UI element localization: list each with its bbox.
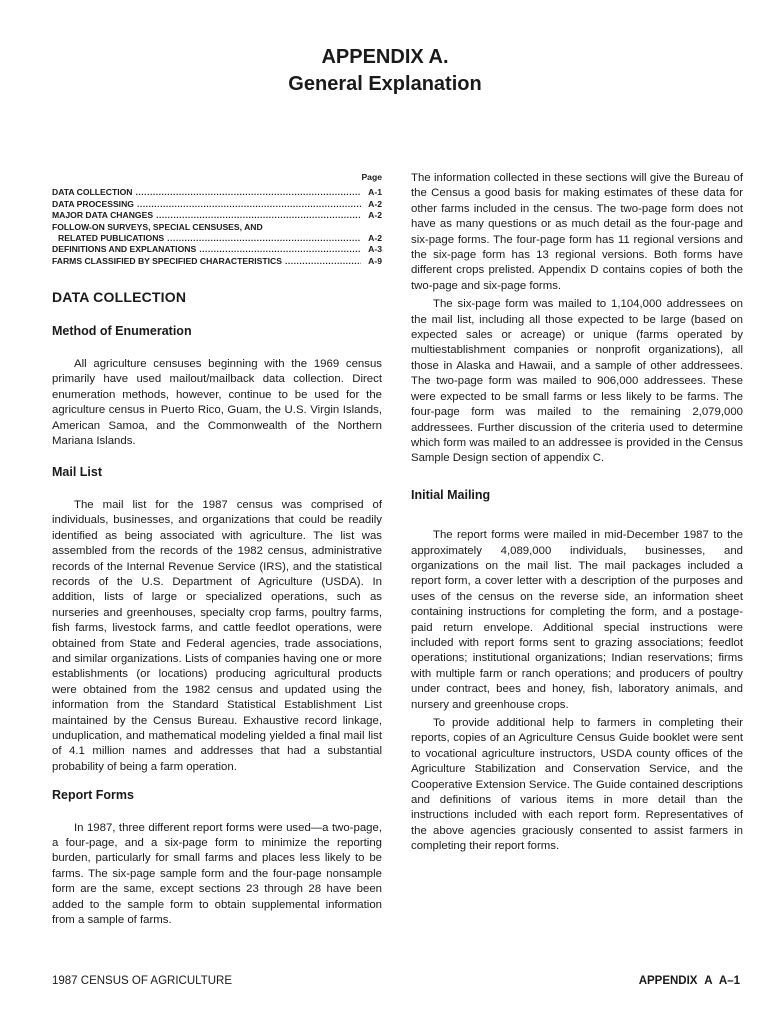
subsection-heading-mail-list: Mail List xyxy=(52,464,103,479)
section-heading-data-collection: DATA COLLECTION xyxy=(52,289,187,306)
toc-entry xyxy=(52,256,382,267)
toc-entry-page: A-2 xyxy=(368,210,382,221)
right-column xyxy=(411,171,743,855)
forms-detail-paragraph: The information collected in these sections will give the Bureau of the Census a good basis for making estimates of these data for other farms included in the census. The two-page form does not have as many questions or as much detail as the four-page and six-page forms. The four-page form has 11 regional versions and the six-page form has 13 regional versions. Both forms have different crops prelisted. Appendix D contains copies of both the two-page and six-page forms. xyxy=(411,172,743,292)
footer-page-number: APPENDIX A A–1 xyxy=(638,975,740,987)
toc-entry-label: DATA PROCESSING xyxy=(52,198,134,209)
toc-entry-page: A-2 xyxy=(368,233,382,244)
toc-leader-dots xyxy=(167,233,361,244)
appendix-title: APPENDIX A. xyxy=(321,46,449,68)
toc-leader-dots xyxy=(156,210,361,221)
subsection-heading-method: Method of Enumeration xyxy=(52,323,192,338)
toc-leader-dots xyxy=(285,256,361,267)
toc-entry xyxy=(52,233,382,244)
subsection-heading-report-forms: Report Forms xyxy=(52,788,134,803)
toc-entry xyxy=(52,199,382,210)
table-of-contents xyxy=(52,172,382,267)
report-forms-paragraph: In 1987, three different report forms were used—a two-page, a four-page, and a six-page form to minimize the reporting burden, particularly for small farms and places less likely to be farms. The six-page sample form and the four-page nonsample form are the same, except sections 23 through 28 have been added to the sample form to obtain supplemental information from a sample of farms. xyxy=(52,821,382,927)
toc-entry xyxy=(52,244,382,255)
toc-entry-page: A-1 xyxy=(368,187,382,198)
toc-entry-page: A-9 xyxy=(368,255,382,266)
toc-entry-page: A-3 xyxy=(368,244,382,255)
toc-entry-label: RELATED PUBLICATIONS xyxy=(58,233,165,244)
subsection-heading-initial-mailing: Initial Mailing xyxy=(411,487,491,502)
mail-list-paragraph: The mail list for the 1987 census was comprised of individuals, businesses, and organizations that could be readily identified as being associated with agriculture. The list was assembled from the records of the 1982 census, administrative records of the Internal Revenue Service (IRS), and the statistical records of the U.S. Department of Agriculture (USDA). In addition, lists of large or specialized operations, such as nurseries and greenhouses, specialty crop farms, poultry farms, fish farms, livestock farms, and cattle feedlot operations, were obtained from State and Federal agencies, trade associations, and similar organizations. Lists of companies having one or more establishments (or locations) producing agricultural products were obtained from the 1982 census and updated using the information from the Standard Statistical Establishment List maintained by the Census Bureau. Exhaustive record linkage, unduplication, and mathematical modeling yielded a final mail list of 4.1 million names and addresses that had a substantial probability of being a farm operation. xyxy=(52,498,382,773)
six-page-form-paragraph: The six-page form was mailed to 1,104,000 addressees on the mail list, including all those expected to be large (based on expected sales or acreage) or unique (farms operated by multiestablishment companies or nonprofit organizations), all those in Alaska and Hawaii, and a sample of other addressees. The two-page form was mailed to 906,000 addressees. These were expected to be small farms or less likely to be farms. The four-page form was mailed to the remaining 2,079,000 addressees. Further discussion of the criteria used to determine which form was mailed to an addressee is provided in the Census Sample Design section of appendix C. xyxy=(411,298,743,465)
method-paragraph: All agriculture censuses beginning with the 1969 census primarily have used mailout/mailback data collection. Direct enumeration methods, however, continue to be used for the agriculture census in Puerto Rico, Guam, the U.S. Virgin Islands, American Samoa, and the Commonwealth of the Northern Mariana Islands. xyxy=(52,358,382,448)
toc-leader-dots xyxy=(199,244,361,255)
initial-mailing-paragraph: The report forms were mailed in mid-December 1987 to the approximately 4,089,000 individuals, businesses, and organizations on the mail list. The mail packages included a report form, a cover letter with a description of the purposes and uses of the census on the reverse side, an information sheet containing instructions for completing the form, and a postage-paid return envelope. Additional special instructions were included with report forms sent to grazing associations; feedlot operations; institutional organizations; Indian reservations; firms with multiple farm or ranch operations; and producers of poultry under contract, bees and honey, fish, laboratory animals, and nursery and greenhouse crops. xyxy=(411,529,743,711)
toc-leader-dots xyxy=(136,187,361,198)
toc-leader-dots xyxy=(137,199,361,210)
toc-entry-label: DATA COLLECTION xyxy=(52,187,133,198)
toc-entry xyxy=(52,187,382,198)
appendix-subtitle: General Explanation xyxy=(288,73,482,95)
toc-entry-page: A-2 xyxy=(368,198,382,209)
toc-entry xyxy=(52,210,382,221)
toc-entry-label: MAJOR DATA CHANGES xyxy=(52,210,154,221)
toc-entry-label: FARMS CLASSIFIED BY SPECIFIED CHARACTERISTICS xyxy=(52,255,282,266)
left-column xyxy=(52,172,382,928)
toc-entry-label: DEFINITIONS AND EXPLANATIONS xyxy=(52,244,197,255)
toc-entry xyxy=(52,222,382,233)
toc-page-heading: Page xyxy=(361,172,382,182)
page-title xyxy=(0,44,770,98)
census-guide-paragraph: To provide additional help to farmers in completing their reports, copies of an Agriculture Census Guide booklet were sent to vocational agriculture instructors, USDA county offices of the Agriculture Stabilization and Conservation Service, and the Cooperative Extension Service. The Guide contained descriptions and definitions of various items in more detail than the instructions included with each report form. Representatives of the above agencies graciously consented to assist farmers in completing their report forms. xyxy=(411,717,743,853)
footer-publication: 1987 CENSUS OF AGRICULTURE xyxy=(52,975,233,987)
toc-entry-label: FOLLOW-ON SURVEYS, SPECIAL CENSUSES, AND xyxy=(52,221,263,232)
